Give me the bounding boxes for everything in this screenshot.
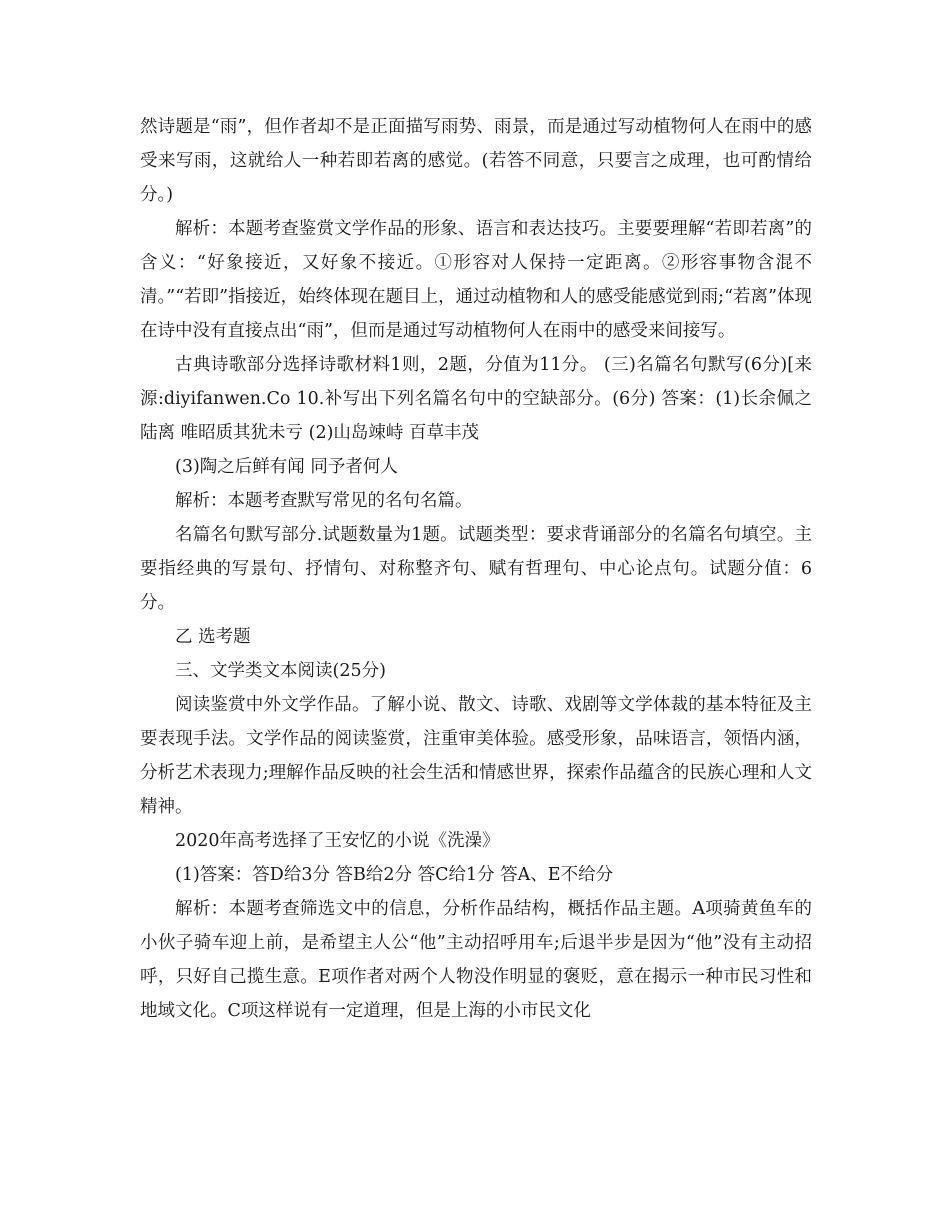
paragraph: (1)答案：答D给3分 答B给2分 答C给1分 答A、E不给分 <box>175 865 614 885</box>
section-heading: 乙 选考题 <box>175 627 251 647</box>
paragraph: 解析：本题考查默写常见的名句名篇。 <box>175 491 473 511</box>
paragraph: 阅读鉴赏中外文学作品。了解小说、散文、诗歌、戏剧等文学体裁的基本特征及主要表现手法。文学作品的阅读鉴赏，注重审美体验。感受形象，品味语言，领悟内涵，分析艺术表现力;理解作品反映的社会生活和情感世界，探索作品蕴含的民族心理和人文精神。 <box>140 695 812 817</box>
paragraph: 名篇名句默写部分.试题数量为1题。试题类型：要求背诵部分的名篇名句填空。主要指经典的写景句、抒情句、对称整齐句、赋有哲理句、中心论点句。试题分值：6分。 <box>140 525 812 613</box>
paragraph: 然诗题是“雨”，但作者却不是正面描写雨势、雨景，而是通过写动植物何人在雨中的感受来写雨，这就给人一种若即若离的感觉。(若答不同意，只要言之成理，也可酌情给分。) <box>140 117 812 205</box>
section-heading: 三、文学类文本阅读(25分) <box>175 661 386 681</box>
paragraph: 解析：本题考查筛选文中的信息，分析作品结构，概括作品主题。A项骑黄鱼车的小伙子骑车迎上前，是希望主人公“他”主动招呼用车;后退半步是因为“他”没有主动招呼，只好自己揽生意。E项作者对两个人物没作明显的褒贬，意在揭示一种市民习性和地域文化。C项这样说有一定道理，但是上海的小市民文化 <box>140 899 812 1021</box>
paragraph: 解析：本题考查鉴赏文学作品的形象、语言和表达技巧。主要要理解“若即若离”的含义：“好象接近，又好象不接近。①形容对人保持一定距离。②形容事物含混不清。”“若即”指接近，始终体现在题目上，通过动植物和人的感受能感觉到雨;“若离”体现在诗中没有直接点出“雨”，但而是通过写动植物何人在雨中的感受来间接写。 <box>140 219 812 341</box>
paragraph: (3)陶之后鲜有闻 同予者何人 <box>175 457 398 477</box>
document-page <box>140 110 812 1028</box>
paragraph: 2020年高考选择了王安忆的小说《洗澡》 <box>175 831 500 851</box>
paragraph: 古典诗歌部分选择诗歌材料1则，2题，分值为11分。 (三)名篇名句默写(6分)[来源:diyifanwen.Co 10.补写出下列名篇名句中的空缺部分。(6分) 答案：(1)长余佩之陆离 唯昭质其犹未亏 (2)山岛竦峙 百草丰茂 <box>140 355 812 443</box>
